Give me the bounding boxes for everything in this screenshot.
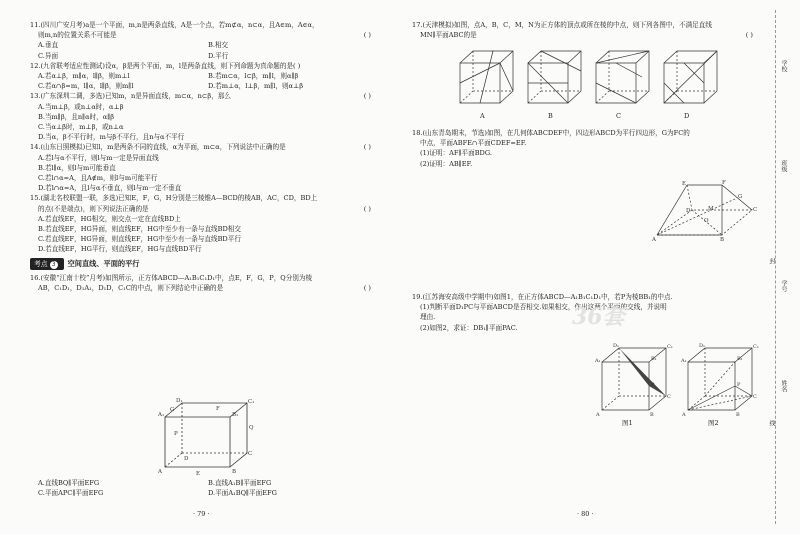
- svg-text:A: A: [596, 412, 600, 418]
- q14-option-c: C.若l∩α=A，且A∉m，则l与m可能平行: [38, 174, 158, 183]
- svg-text:B₁: B₁: [232, 412, 239, 418]
- q16-option-a: A.直线BQ∥平面EFG: [38, 479, 100, 487]
- option-text: A.垂直: [38, 41, 59, 50]
- q18-part-1: (1)证明：AF∥平面BDG.: [420, 149, 492, 158]
- svg-text:F: F: [216, 406, 220, 412]
- q19-figure-1: [594, 340, 679, 418]
- answer-paren: ( ): [363, 284, 371, 293]
- q16-option-b: B.直线A₁B∥平面EFG: [208, 479, 272, 487]
- q16-option-c: C.平面APC∥平面EFG: [38, 489, 104, 498]
- margin-label-name: 姓名: [780, 380, 787, 392]
- svg-text:Q: Q: [249, 425, 254, 431]
- svg-text:C₁: C₁: [667, 344, 673, 350]
- page-number-right: · 80 ·: [577, 510, 594, 518]
- q19-part-2: (2)如图2，求证：DB₁∥平面PAC.: [420, 323, 518, 332]
- option-text: A.若α⊥β，m∥α，l∥β，则m⊥l: [38, 72, 130, 81]
- q16-option-d: D.平面A₁BQ∥平面EFG: [208, 489, 277, 498]
- q17-label-a: A: [480, 112, 485, 120]
- q15-option-c: C.若直线EF，HG异面，则直线EF，HG中至少有一条与直线BD平行: [38, 235, 241, 244]
- svg-text:B: B: [736, 412, 740, 418]
- q15-stem-2: 的点(不是端点)，则下列说法正确的是: [38, 204, 149, 213]
- answer-paren: ( ): [363, 143, 371, 152]
- q19-part-1: (1)判断平面D₁PC与平面ABCD是否相交.如果相交，作出这两个平面的交线，并说明: [420, 303, 667, 312]
- q13-stem: 13.(广东深圳二调，多选)已知m，n是异面直线，m⊂α，n⊂β，那么: [30, 92, 232, 101]
- q13-option-d: D.当α，β不平行时，m与β不平行，且n与α不平行: [38, 133, 185, 142]
- answer-paren: ( ): [745, 31, 753, 40]
- svg-text:B₁: B₁: [651, 356, 657, 362]
- option-text: D.平行: [208, 51, 229, 60]
- section-number: 3: [50, 261, 58, 269]
- svg-text:E: E: [196, 471, 201, 477]
- svg-text:P: P: [174, 431, 178, 437]
- margin-label-line: 线: [768, 420, 775, 426]
- q17-label-b: B: [548, 112, 553, 120]
- svg-text:P: P: [737, 382, 741, 388]
- cube-c: [596, 51, 649, 103]
- q19-figure-2: [680, 340, 765, 418]
- q17-label-c: C: [616, 112, 621, 120]
- q18-text: [412, 128, 757, 169]
- svg-text:F: F: [722, 180, 726, 186]
- margin-label-seal: 封: [768, 258, 775, 264]
- svg-text:C₁: C₁: [753, 344, 759, 350]
- q16-cube-figure: [150, 395, 260, 477]
- section-badge: 考点 3: [30, 258, 64, 270]
- q12-stem: 12.(九省联考适应性测试)设α，β是两个平面，m，l是两条直线，则下列命题为真命题的是( ): [30, 61, 301, 70]
- q13-option-b: B.当m∥β，且n∥α时，α∥β: [38, 112, 115, 121]
- watermark-logo: 36套: [572, 304, 625, 330]
- svg-text:C: C: [667, 394, 671, 400]
- q11-line-1: 11.(四川广安月考)a是一个平面，m,n是两条直线，A是一个点，若m⊄α，n⊂α，且A∈m，A∈α，: [30, 21, 319, 29]
- q15-option-a: A.若直线EF，HG相交，则交点一定在直线BD上: [38, 214, 181, 223]
- svg-text:O: O: [704, 218, 709, 224]
- svg-text:C: C: [753, 394, 757, 400]
- svg-text:G: G: [170, 407, 175, 413]
- q16-stem-2: AB，C₁D₁，D₁A₁，D₁D，C₁C的中点，则下列结论中正确的是: [38, 284, 224, 293]
- cube-d: [664, 51, 717, 103]
- svg-text:B: B: [720, 237, 725, 242]
- q17-cubes-figure: [455, 45, 735, 123]
- svg-text:A: A: [158, 469, 162, 475]
- q17-stem-1: 17.(天津模拟)如图，点A，B，C，M，N为正方体的顶点或所在棱的中点，则下列各图中，不满足直线: [412, 21, 712, 29]
- q15-stem-1: 15.(湖北名校联盟一联，多选)已知E，F，G，H分别是三棱锥A—BCD的棱AB，AC，CD，BD上: [30, 194, 318, 203]
- option-text: C.若α∩β=m，l∥α，l∥β，则m∥l: [38, 82, 134, 91]
- svg-text:D₁: D₁: [176, 398, 183, 404]
- margin-label-class: 班级: [780, 160, 787, 172]
- svg-text:A₁: A₁: [595, 358, 601, 364]
- q17-stem-2: MN∥平面ABC的是: [420, 31, 477, 40]
- svg-text:C: C: [753, 207, 758, 213]
- q16-options: [30, 478, 375, 498]
- svg-text:A: A: [682, 412, 686, 418]
- q17-label-d: D: [684, 112, 690, 120]
- section-title: 空间直线、平面的平行: [67, 258, 140, 268]
- option-text: B.若m⊂α，l⊂β，m∥l，则α∥β: [208, 72, 299, 81]
- q14-option-b: B.若l∥α，则l与m可能垂直: [38, 163, 116, 172]
- answer-paren: ( ): [363, 31, 371, 40]
- q14-option-d: D.若l∩α=A，且l与α不垂直，则l与m一定不垂直: [38, 184, 182, 193]
- q11-line-2: 则m,n的位置关系不可能是: [38, 31, 117, 40]
- left-page: [30, 20, 375, 293]
- svg-text:B: B: [232, 469, 237, 475]
- q11-options-ab: [30, 40, 375, 50]
- svg-text:A₁: A₁: [158, 412, 165, 418]
- answer-paren: ( ): [363, 92, 371, 101]
- q15-option-b: B.若直线EF，HG异面，则直线EF，HG中至少有一条与直线BD相交: [38, 225, 241, 234]
- q12-options-ab: [30, 71, 375, 81]
- svg-text:D₁: D₁: [613, 343, 620, 349]
- margin-label-number: 学号: [780, 280, 787, 292]
- cube-b: [528, 51, 581, 103]
- q18-solid-figure: [652, 180, 762, 242]
- q19-figure-2-caption: 图2: [708, 419, 719, 427]
- option-text: D.若m⊥α，l⊥β，m∥l，则α⊥β: [208, 82, 304, 91]
- svg-text:D: D: [184, 456, 189, 462]
- section-heading: [30, 258, 375, 270]
- svg-text:B: B: [650, 412, 654, 418]
- q11-options-cd: [30, 51, 375, 61]
- option-text: B.相交: [208, 41, 229, 50]
- cube-a: [460, 51, 513, 103]
- q12-options-cd: [30, 81, 375, 91]
- svg-text:D: D: [686, 208, 691, 214]
- q16-stem-1: 16.(安徽“江南十校”月考)如图所示，正方体ABCD—A₁B₁C₁D₁中，点E，F，G，P，Q分别为棱: [30, 273, 313, 282]
- q18-stem-1: 18.(山东青岛期末，节选)如图，在几何体ABCDEF中，四边形ABCD为平行四边形，G为FC的: [412, 129, 690, 137]
- svg-text:A₁: A₁: [681, 358, 687, 364]
- svg-text:C₁: C₁: [248, 399, 255, 405]
- q18-stem-2: 中点，平面ABFE∩平面CDEF=EF.: [420, 139, 527, 148]
- answer-paren: ( ): [363, 204, 371, 213]
- q19-part-1-cont: 理由.: [420, 313, 436, 322]
- q18-part-2: (2)证明：AB∥EF.: [420, 159, 473, 168]
- page-number-left: · 79 ·: [193, 510, 210, 518]
- svg-text:B₁: B₁: [737, 356, 743, 362]
- q13-option-c: C.当α⊥β时，m⊥β，或n⊥α: [38, 123, 124, 132]
- binding-margin: [763, 0, 800, 534]
- svg-text:D₁: D₁: [699, 343, 706, 349]
- right-page: [412, 20, 757, 40]
- svg-text:P: P: [651, 382, 655, 388]
- margin-label-school: 学校: [780, 60, 787, 72]
- option-text: C.异面: [38, 51, 59, 60]
- q19-stem: 19.(江苏海安高级中学期中)如图1，在正方体ABCD—A₁B₁C₁D₁中，若P为棱BB₁的中点.: [412, 293, 673, 301]
- q19-figure-1-caption: 图1: [622, 419, 633, 427]
- q13-option-a: A.当m⊥β，或n⊥α时，α⊥β: [38, 102, 124, 111]
- svg-text:C: C: [248, 451, 253, 457]
- q14-option-a: A.若l与α不平行，则l与m一定是异面直线: [38, 153, 159, 162]
- svg-text:E: E: [682, 181, 687, 187]
- svg-text:A: A: [652, 237, 656, 242]
- q15-option-d: D.若直线EF，HG平行，则直线EF，HG与直线BD平行: [38, 245, 202, 254]
- cut-line: [775, 10, 776, 524]
- q14-stem: 14.(山东日照模拟)已知l，m是两条不同的直线，α为平面，m⊂α，下列说法中正确的是: [30, 143, 286, 152]
- svg-text:G: G: [738, 194, 743, 200]
- svg-text:M: M: [708, 206, 714, 212]
